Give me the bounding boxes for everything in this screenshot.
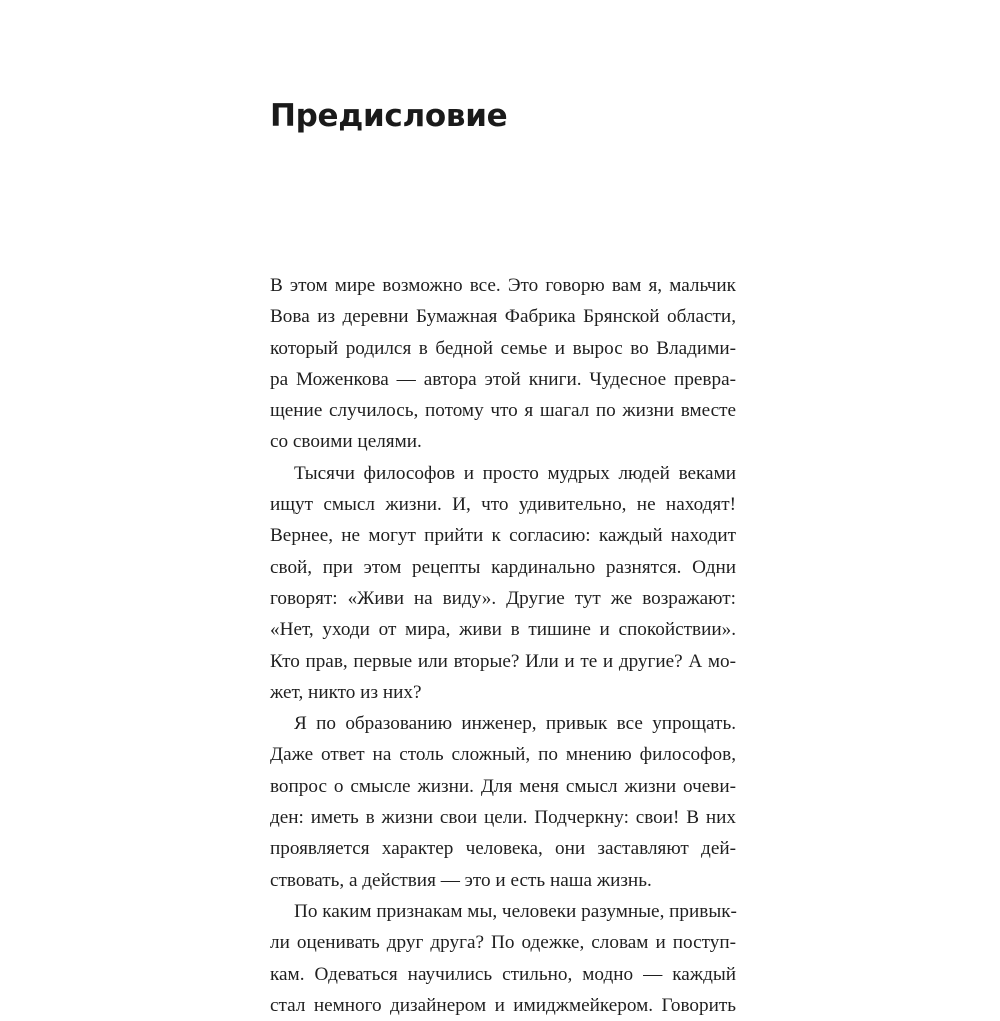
text-line: Вова из деревни Бумажная Фабрика Брянской области, [270,306,736,328]
chapter-heading: Предисловие [270,98,508,134]
text-line: Даже ответ на столь сложный, по мнению философов, [270,744,736,766]
paragraph-4 [270,896,736,1021]
text-line: ра Моженкова — автора этой книги. Чудесное превра- [270,368,736,390]
text-line: говорят: «Живи на виду». Другие тут же возражают: [270,587,736,609]
text-line: В этом мире возможно все. Это говорю вам я, мальчик [270,275,736,296]
text-line: щение случилось, потому что я шагал по жизни вместе [270,400,736,422]
text-line: Тысячи философов и просто мудрых людей веками [294,462,736,484]
text-line: Вернее, не могут прийти к согласию: каждый находит [270,525,736,547]
text-line: свой, при этом рецепты кардинально разнятся. Одни [270,556,736,578]
text-line: По каким признакам мы, человеки разумные, привык- [294,900,737,922]
body-text [270,270,736,1021]
text-line: кам. Одеваться научились стильно, модно — каждый [270,963,736,985]
text-line: Кто прав, первые или вторые? Или и те и другие? А мо- [270,650,736,672]
text-line: вопрос о смысле жизни. Для меня смысл жизни очеви- [270,775,736,797]
paragraph-1 [270,270,736,458]
paragraph-3 [270,708,736,896]
text-line: «Нет, уходи от мира, живи в тишине и спокойствии». [270,619,736,641]
text-line: ден: иметь в жизни свои цели. Подчеркну: свои! В них [270,807,736,829]
text-line: стал немного дизайнером и имиджмейкером. Говорить [270,994,736,1016]
text-line: проявляется характер человека, они заставляют дей- [270,838,736,860]
text-line: ли оценивать друг друга? По одежке, словам и поступ- [270,932,736,954]
paragraph-2 [270,458,736,708]
text-line: ищут смысл жизни. И, что удивительно, не находят! [270,494,736,516]
text-line: со своими целями. [270,431,422,453]
text-line: который родился в бедной семье и вырос во Владими- [270,337,736,359]
text-line: Я по образованию инженер, привык все упрощать. [294,713,736,735]
text-line: ствовать, а действия — это и есть наша жизнь. [270,869,652,891]
text-line: жет, никто из них? [270,681,422,703]
